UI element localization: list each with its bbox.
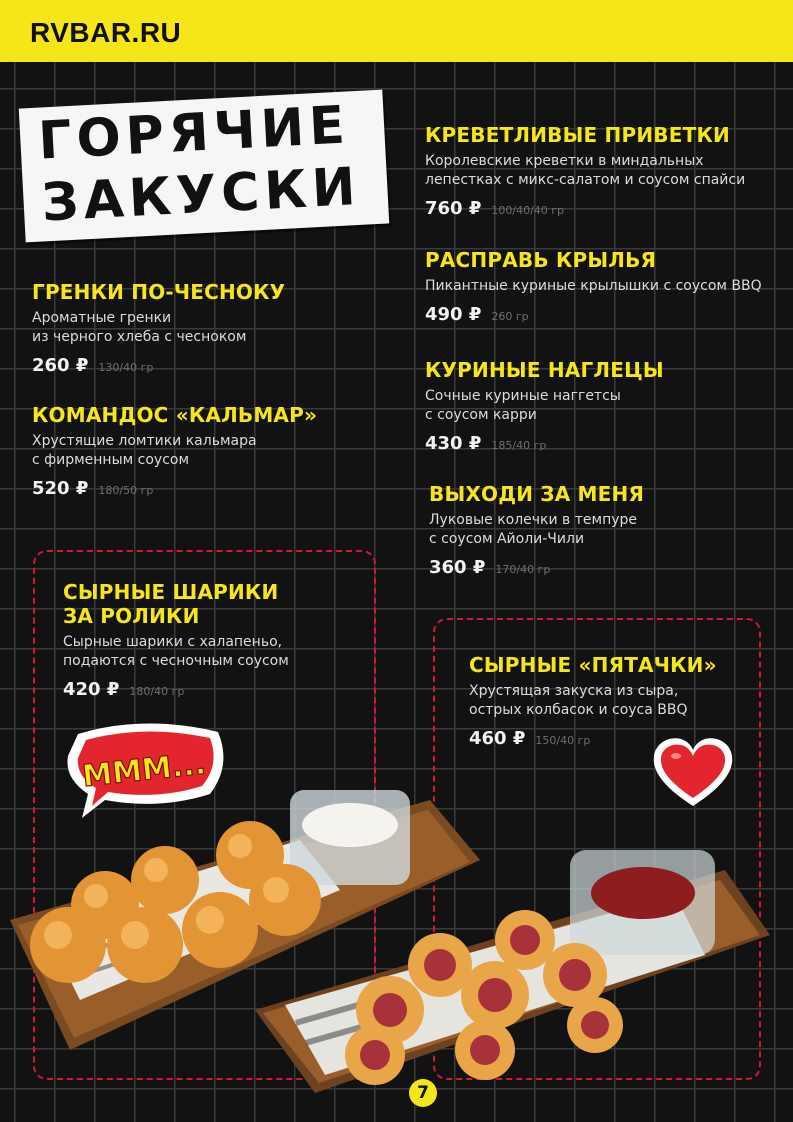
item-name: СЫРНЫЕ «ПЯТАЧКИ» [469,653,717,677]
menu-item-featured [469,653,717,749]
item-name: КРЕВЕТЛИВЫЕ ПРИВЕТКИ [425,123,730,147]
item-price: 490 ₽ [425,304,482,325]
price-row [63,679,289,700]
top-bar [0,0,793,62]
item-price: 520 ₽ [32,478,89,499]
item-description [63,633,289,671]
item-name: КОМАНДОС «КАЛЬМАР» [32,403,318,427]
menu-item [425,248,762,325]
sticker-text: MMM... [80,746,208,795]
section-title-card [19,90,390,243]
item-name [63,580,289,628]
item-weight: 100/40/40 гр [491,204,565,217]
menu-item [32,280,285,376]
item-name: ГРЕНКИ ПО-ЧЕСНОКУ [32,280,286,304]
item-description-line: с соусом карри [425,407,537,423]
item-price: 430 ₽ [425,433,482,454]
item-price: 360 ₽ [429,557,486,578]
heart-icon [652,736,734,808]
item-description [32,432,317,470]
item-description-line: Пикантные куриные крылышки с соусом BBQ [425,278,762,294]
item-description-line: с соусом Айоли-Чили [429,531,585,547]
item-description-line: Королевские креветки в миндальных [425,153,704,169]
menu-item [425,358,664,454]
item-weight: 260 гр [491,310,529,323]
item-weight: 130/40 гр [98,361,154,374]
menu-item [425,123,745,219]
item-name: РАСПРАВЬ КРЫЛЬЯ [425,248,657,272]
page-number: 7 [409,1079,437,1107]
price-row [429,557,644,578]
item-description-line: лепестках с микс-салатом и соусом спайси [425,172,746,188]
section-title-line-2: ЗАКУСКИ [40,156,362,234]
item-weight: 180/40 гр [129,685,185,698]
item-description-line: Сырные шарики с халапеньо, [63,634,283,650]
item-description-line: Луковые колечки в темпуре [429,512,638,528]
menu-item [32,403,317,499]
item-description-line: Ароматные гренки [32,310,172,326]
sausage-rings-image [255,845,775,1095]
item-weight: 180/50 гр [98,484,154,497]
item-price: 260 ₽ [32,355,89,376]
item-price: 420 ₽ [63,679,120,700]
item-weight: 185/40 гр [491,439,547,452]
site-url[interactable]: RVBAR.RU [30,17,182,48]
price-row [32,355,285,376]
item-name-line: ЗА РОЛИКИ [63,604,200,628]
item-description [425,277,762,296]
item-name: ВЫХОДИ ЗА МЕНЯ [429,482,645,506]
item-price: 460 ₽ [469,728,526,749]
item-weight: 150/40 гр [535,734,591,747]
item-weight: 170/40 гр [495,563,551,576]
item-description-line: из черного хлеба с чесноком [32,329,247,345]
item-description [429,511,644,549]
item-description [469,682,717,720]
item-description [425,152,745,190]
price-row [425,304,762,325]
item-description-line: острых колбасок и соуса BBQ [469,702,688,718]
item-name: КУРИНЫЕ НАГЛЕЦЫ [425,358,664,382]
item-description-line: Хрустящие ломтики кальмара [32,433,257,449]
item-description [425,387,664,425]
item-price: 760 ₽ [425,198,482,219]
price-row [32,478,317,499]
menu-item [429,482,644,578]
item-description-line: подаются с чесночным соусом [63,653,289,669]
price-row [425,198,745,219]
item-description-line: Сочные куриные наггетсы [425,388,621,404]
item-description-line: Хрустящая закуска из сыра, [469,683,679,699]
menu-item-featured [63,580,289,700]
item-description-line: с фирменным соусом [32,452,190,468]
item-description [32,309,285,347]
section-title-line-1: ГОРЯЧИЕ [36,95,352,172]
price-row [425,433,664,454]
item-name-line: СЫРНЫЕ ШАРИКИ [63,580,279,604]
